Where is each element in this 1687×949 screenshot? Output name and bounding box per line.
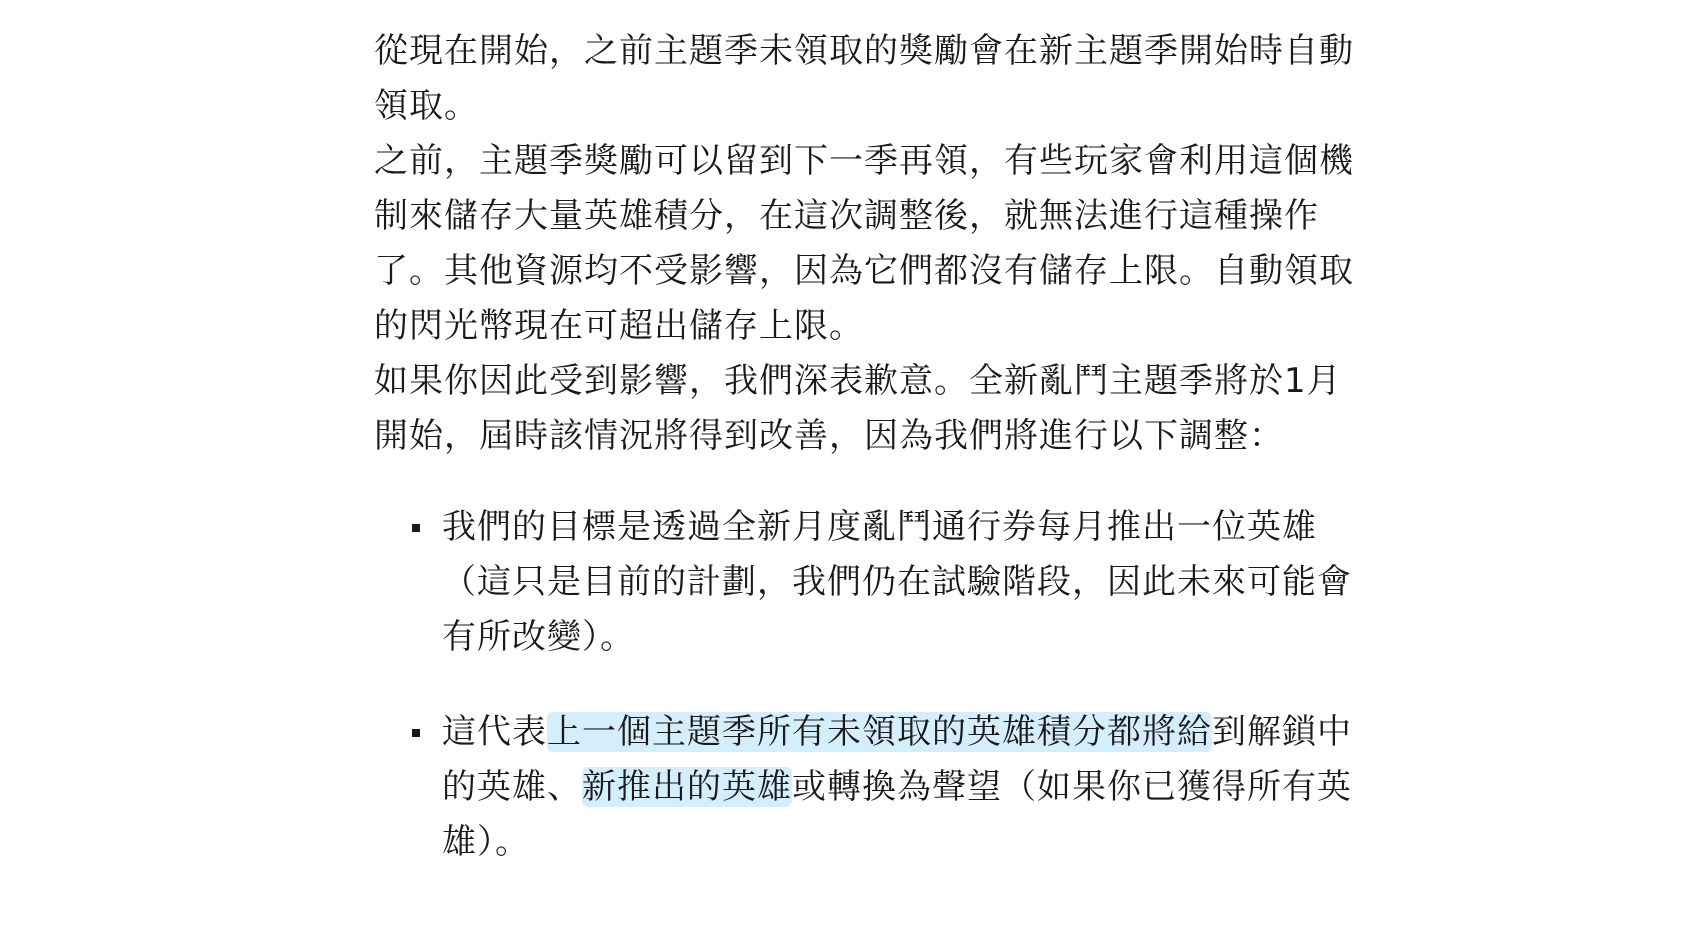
paragraph-previous-behavior: 之前，主題季獎勵可以留到下一季再領，有些玩家會利用這個機制來儲存大量英雄積分，在這次調整後，就無法進行這種操作了。其他資源均不受影響，因為它們都沒有儲存上限。自動領取的閃光幣現在可超出儲存上限。 [374,141,1354,346]
text-segment: 這代表 [442,712,547,752]
highlighted-text: 上一個主題季所有未領取的英雄積分都將給 [547,712,1212,752]
article-body [374,24,1364,910]
adjustment-list [374,500,1364,870]
bullet-square-icon [412,729,420,737]
text-segment: 或轉換為聲望（如果你已獲得所有英雄）。 [442,767,1352,862]
list-item-hero-points [374,705,1364,870]
list-item-monthly-hero [374,500,1364,665]
paragraph-apology: 如果你因此受到影響，我們深表歉意。全新亂鬥主題季將於1月開始，屆時該情況將得到改善，因為我們將進行以下調整： [374,361,1342,456]
text-segment: 到解鎖中的英雄、 [442,712,1352,807]
highlighted-text: 新推出的英雄 [582,767,792,807]
list-item-text: 我們的目標是透過全新月度亂鬥通行券每月推出一位英雄（這只是目前的計劃，我們仍在試驗階段，因此未來可能會有所改變）。 [442,507,1352,657]
list-item-text [442,712,1352,862]
bullet-square-icon [412,524,420,532]
paragraph-auto-claim: 從現在開始，之前主題季未領取的獎勵會在新主題季開始時自動領取。 [374,31,1354,126]
